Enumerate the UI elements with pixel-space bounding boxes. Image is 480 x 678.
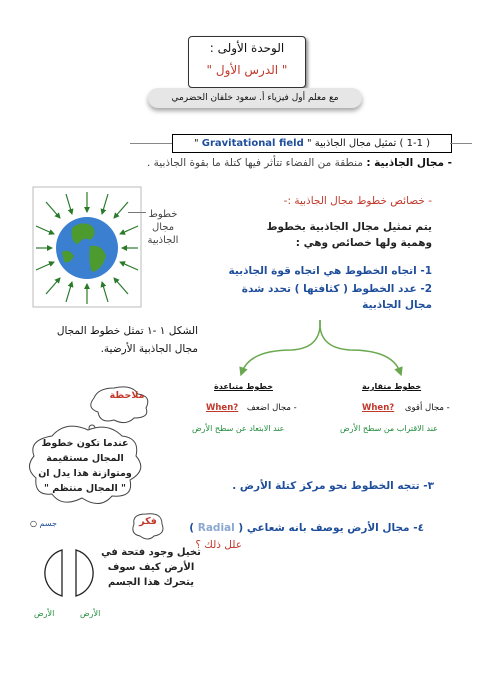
close-answer: عند الاقتراب من سطح الأرض <box>340 424 438 433</box>
section-line-right <box>450 143 472 144</box>
figure-caption: الشكل ١ -١ تمثل خطوط المجال مجال الجاذبية الأرضية. <box>56 325 198 355</box>
fact-4: ٤- مجال الأرض يوصف بانه شعاعي ( Radial ) <box>189 522 424 534</box>
close-lines-row <box>362 403 450 413</box>
think-text: تخيل وجود فتحة في الأرض كيف سوف يتحرك هذا الجسم <box>101 547 201 588</box>
far-answer: عند الابتعاد عن سطح الأرض <box>192 424 285 433</box>
earth-half-right <box>76 550 93 596</box>
body-label-row <box>30 519 57 528</box>
branch-arrows <box>220 318 420 378</box>
earth-halves <box>36 546 106 600</box>
property-item-1: 1- اتجاه الخطوط هي اتجاه قوة الجاذبية <box>228 265 432 277</box>
property-item-2a: 2- عدد الخطوط ( كثافتها ) تحدد شدة <box>241 283 432 295</box>
unit-title-box <box>188 36 306 88</box>
earth-label-right: الأرض <box>80 609 101 618</box>
close-lines-title: خطوط متقاربة <box>362 382 422 391</box>
close-field: - مجال أقوى <box>404 403 450 413</box>
section-line-left <box>130 143 172 144</box>
section-title-en: Gravitational field <box>201 138 304 149</box>
far-lines-row <box>206 403 297 413</box>
far-field: - مجال اضعف <box>246 403 297 413</box>
properties-title: - خصائص خطوط مجال الجاذبية :- <box>283 195 432 207</box>
property-item-2b: مجال الجاذبية <box>362 299 432 311</box>
note-text: عندما تكون خطوط المجال مستقيمة ومتوازنة هذا يدل ان " المجال منتظم " <box>38 438 132 494</box>
section-title-ar: تمثيل مجال الجاذبية " <box>306 138 397 149</box>
field-lines-label: خطوط مجال الجاذبية <box>147 209 179 246</box>
think-label: فكر <box>139 516 157 527</box>
gravity-field-definition <box>84 157 452 169</box>
fact-3: ٣- تتجه الخطوط نحو مركز كتلة الأرض . <box>232 480 434 492</box>
close-when: When? <box>362 403 395 413</box>
definition-label: - مجال الجاذبية : <box>366 157 452 169</box>
body-label: جسم <box>39 519 57 528</box>
properties-intro: يتم تمثيل مجال الجاذبية بخطوط وهمية ولها خصائص وهي : <box>266 221 432 249</box>
section-title-end: " <box>193 138 199 149</box>
section-number: ( 1-1 ) <box>399 138 431 149</box>
body-dot-icon: ○ <box>30 519 37 528</box>
earth-half-left <box>45 550 62 596</box>
far-when: When? <box>206 403 239 413</box>
note-label: ملاحظة <box>109 390 145 401</box>
why-question: علل ذلك ؟ <box>195 539 242 551</box>
definition-text: منطقة من الفضاء تتأثر فيها كتلة ما بقوة الجاذبية . <box>146 157 363 169</box>
earth-field-figure <box>32 186 142 308</box>
unit-title: الوحدة الأولى : <box>209 41 285 55</box>
earth-label-left: الأرض <box>34 609 55 618</box>
section-heading <box>172 134 452 153</box>
radial-term: Radial <box>197 522 235 534</box>
lesson-title: " الدرس الأول " <box>206 63 288 77</box>
teacher-bar: مع معلم أول فيزياء أ. سعود خلفان الحضرمي <box>148 88 362 108</box>
far-lines-title: خطوط متباعدة <box>214 382 273 391</box>
